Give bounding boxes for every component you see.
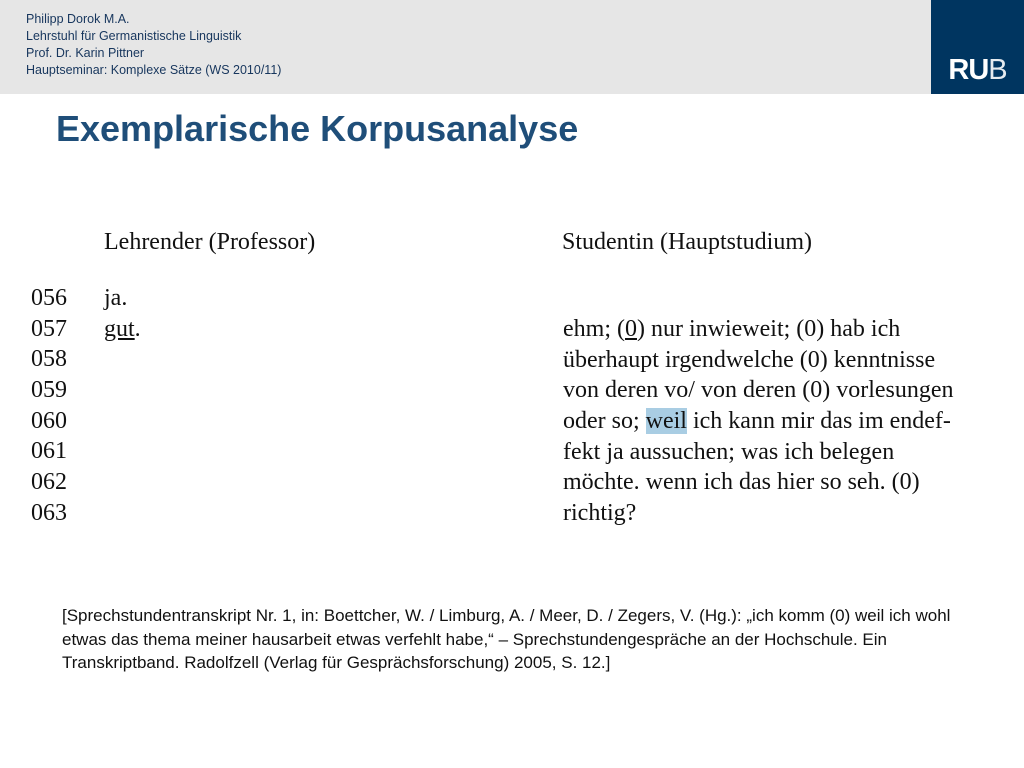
chair-name: Lehrstuhl für Germanistische Linguistik [26,29,242,43]
transcript-line-numbers [31,283,67,529]
header-band [0,0,931,94]
professor-line-056: ja. [104,285,128,311]
line-number: 056 [31,285,67,311]
speaker-left-heading: Lehrender (Professor) [104,229,316,255]
student-line-061: fekt ja aussuchen; was ich belegen [563,438,895,465]
professor-utterances [104,283,141,344]
underlined-pause: 0 [624,316,637,342]
professor-name: Prof. Dr. Karin Pittner [26,46,145,60]
student-line-060: oder so; weil ich kann mir das im endef- [563,408,951,435]
rub-logo-text: RUB [948,54,1007,86]
page-title: Exemplarische Korpusanalyse [56,108,579,149]
speaker-right-heading: Studentin (Hauptstudium) [562,229,812,255]
line-number: 060 [31,407,67,434]
rub-logo [931,0,1024,94]
highlighted-weil: weil [645,408,687,435]
student-line-063: richtig? [563,500,637,527]
student-line-062: möchte. wenn ich das hier so seh. (0) [563,469,920,496]
student-line-057: ehm; (0) nur inwieweit; (0) hab ich [563,316,901,342]
header-info [26,11,281,79]
line-number: 061 [31,438,67,465]
seminar-name: Hauptseminar: Komplexe Sätze (WS 2010/11) [26,63,282,77]
source-citation: [Sprechstundentranskript Nr. 1, in: Boettcher, W. / Limburg, A. / Meer, D. / Zegers, V. (Hg.): „ich komm (0) weil ich wohl etwas das thema meiner hausarbeit etwas verfehlt habe,“ – Sprechstundengespräche an der Hochschule. Ein Transkriptband. Radolfzell (Verlag für Gesprächsforschung) 2005, S. 12.] [62,606,951,672]
professor-line-057: gut. [104,315,141,342]
student-line-058: überhaupt irgendwelche (0) kenntnisse [563,346,936,373]
line-number: 057 [31,315,67,342]
underlined-word: gut [104,315,135,342]
line-number: 062 [31,469,67,496]
line-number: 058 [31,346,67,373]
student-line-059: von deren vo/ von deren (0) vorlesungen [563,377,954,404]
line-number: 063 [31,499,67,526]
student-utterances [563,314,954,529]
author-name: Philipp Dorok M.A. [26,12,130,26]
line-number: 059 [31,377,67,404]
